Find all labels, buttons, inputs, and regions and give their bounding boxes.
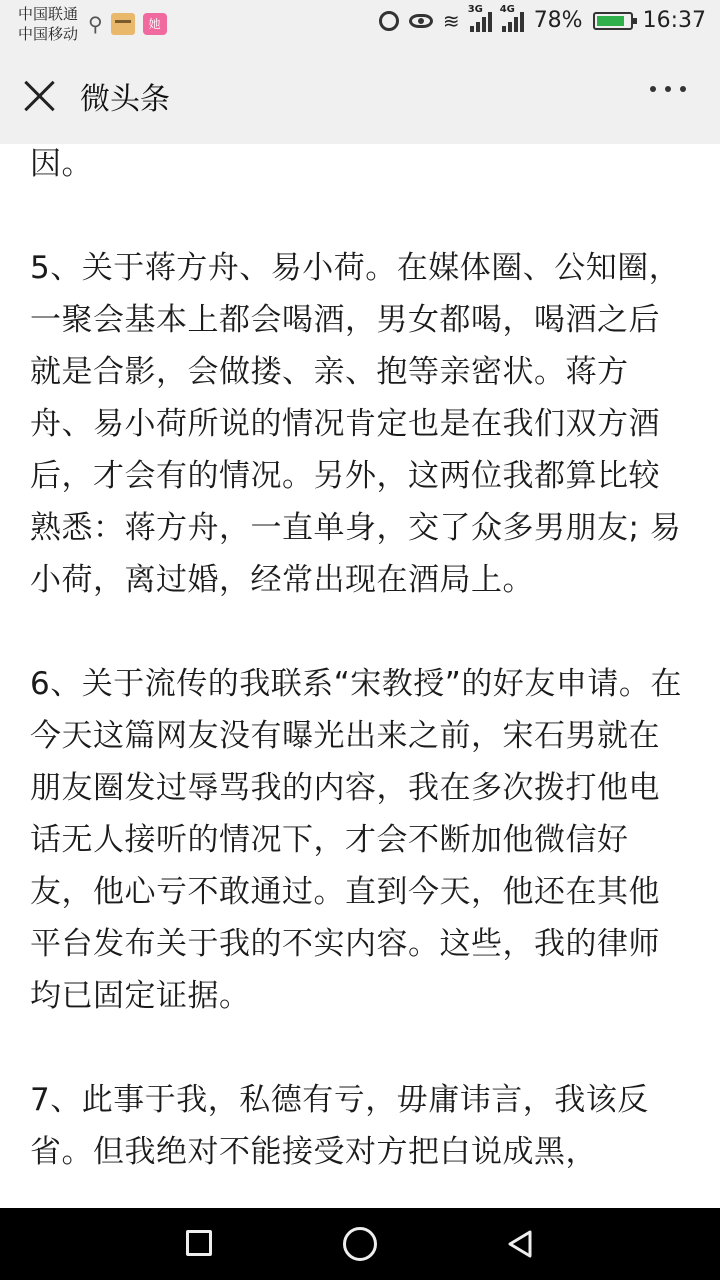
battery-icon (593, 12, 633, 30)
signal-icon-2 (499, 3, 524, 32)
signal-2-label: 4G (499, 3, 515, 15)
page-title: 微头条 (80, 82, 170, 117)
paragraph-7: 7、此事于我，私德有亏，毋庸讳言，我该反省。但我绝对不能接受对方把白说成黑， (30, 1082, 649, 1170)
system-icons (379, 3, 706, 33)
title-bar (0, 48, 720, 144)
paragraph-6: 6、关于流传的我联系“宋教授”的好友申请。在今天这篇网友没有曝光出来之前，宋石男就在朋友圈发过辱骂我的内容，我在多次拨打他电话无人接听的情况下，才会不断加他微信好友，他心亏不敢通过。直到今天，他还在其他平台发布关于我的不实内容。这些，我的律师均已固定证据。 (30, 666, 682, 1014)
carrier-info (18, 4, 78, 44)
signal-1-label: 3G (467, 3, 483, 15)
signal-icon-1 (467, 3, 492, 32)
recent-apps-button[interactable] (186, 1230, 212, 1256)
status-bar (0, 0, 720, 48)
carrier-2: 中国移动 (18, 25, 79, 43)
usb-icon: ⚲ (88, 12, 103, 36)
wifi-icon: ≋ (442, 8, 460, 33)
app-notification-icon: 她 (143, 13, 167, 35)
more-options-icon[interactable] (650, 86, 686, 92)
paragraph-5: 5、关于蒋方舟、易小荷。在媒体圈、公知圈，一聚会基本上都会喝酒，男女都喝，喝酒之后就是合影，会做搂、亲、抱等亲密状。蒋方舟、易小荷所说的情况肯定也是在我们双方酒后，才会有的情况。另外，这两位我都算比较熟悉：蒋方舟，一直单身，交了众多男朋友; 易小荷，离过婚，经常出现在酒局上。 (30, 250, 682, 598)
carrier-1: 中国联通 (18, 5, 79, 23)
notification-icons (88, 12, 167, 36)
wallet-icon (111, 13, 135, 35)
battery-percent: 78% (533, 8, 583, 33)
close-icon[interactable] (22, 78, 58, 114)
clock: 16:37 (642, 8, 706, 33)
navigation-bar (0, 1208, 720, 1280)
home-button[interactable] (343, 1227, 377, 1261)
back-button[interactable] (504, 1228, 536, 1260)
article-body[interactable] (30, 144, 690, 1208)
eye-comfort-icon (409, 14, 433, 28)
alarm-icon (379, 11, 399, 31)
paragraph-continuation: 因。 (30, 146, 93, 182)
